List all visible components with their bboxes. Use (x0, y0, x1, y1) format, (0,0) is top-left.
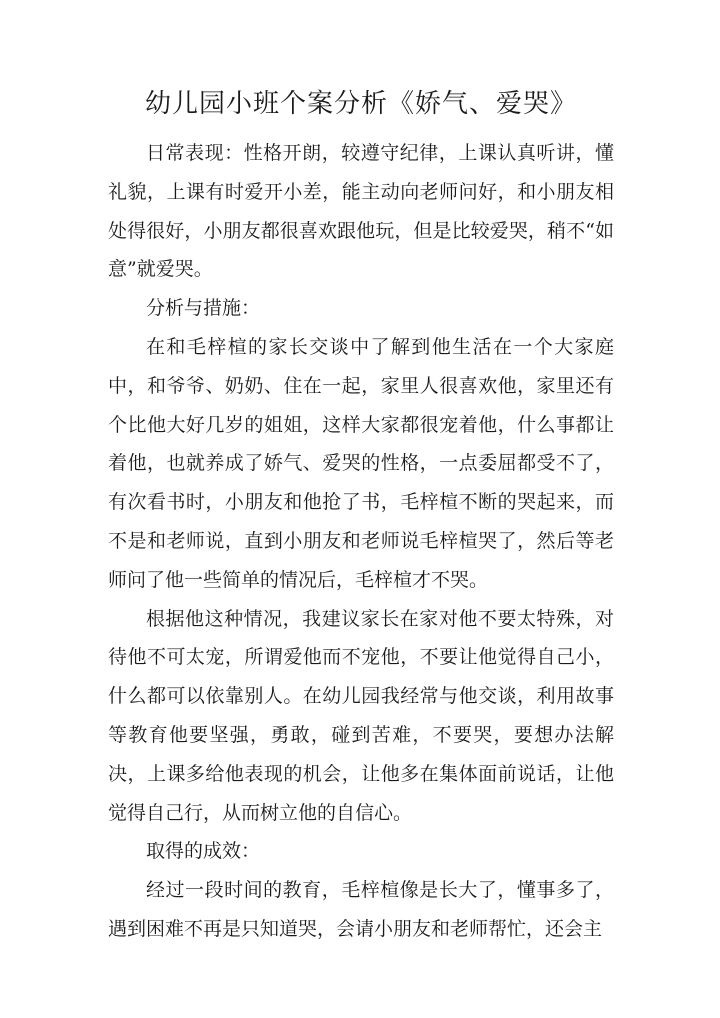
paragraph-measures: 根据他这种情况，我建议家长在家对他不要太特殊，对待他不可太宠，所谓爱他而不宠他，不要让他觉得自己小，什么都可以依靠别人。在幼儿园我经常与他交谈，利用故事等教育他要坚强，勇敢，碰到苦难，不要哭，要想办法解决，上课多给他表现的机会，让他多在集体面前说话，让他觉得自己行，从而树立他的自信心。 (108, 607, 614, 824)
paragraph-family-background: 在和毛梓楦的家长交谈中了解到他生活在一个大家庭中，和爷爷、奶奶、住在一起，家里人很喜欢他，家里还有个比他大好几岁的姐姐，这样大家都很宠着他，什么事都让着他，也就养成了娇气、爱哭的性格，一点委屈都受不了，有次看书时，小朋友和他抢了书，毛梓楦不断的哭起来，而不是和老师说，直到小朋友和老师说毛梓楦哭了，然后等老师问了他一些简单的情况后，毛梓楦才不哭。 (108, 335, 614, 591)
paragraph-results-heading: 取得的成效： (146, 840, 261, 863)
paragraph-daily-performance: 日常表现：性格开朗，较遵守纪律，上课认真听讲，懂礼貌，上课有时爱开小差，能主动向老师问好，和小朋友相处得很好，小朋友都很喜欢跟他玩，但是比较爱哭，稍不“如意”就爱哭。 (108, 142, 614, 281)
paragraph-analysis-heading: 分析与措施： (146, 297, 261, 320)
document-page (108, 84, 614, 949)
document-title: 幼儿园小班个案分析《娇气、爱哭》 (144, 89, 577, 119)
paragraph-results: 经过一段时间的教育，毛梓楦像是长大了，懂事多了，遇到困难不再是只知道哭，会请小朋友和老师帮忙，还会主 (108, 879, 614, 940)
